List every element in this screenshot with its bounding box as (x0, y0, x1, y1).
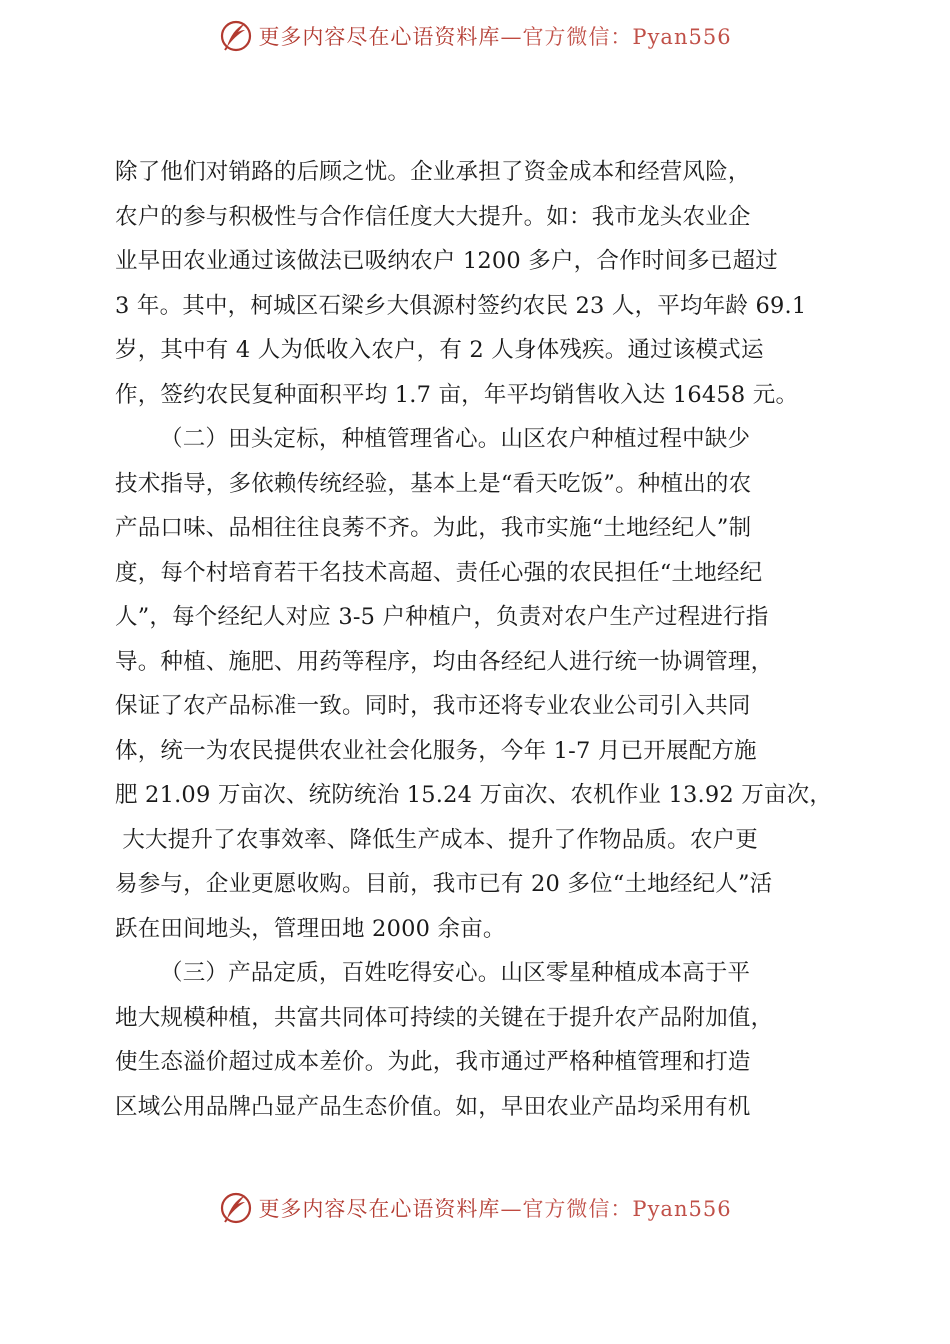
text-line: 岁，其中有 4 人为低收入农户，有 2 人身体残疾。通过该模式运 (115, 337, 764, 363)
text-line: 易参与，企业更愿收购。目前，我市已有 20 多位“土地经纪人”活 (115, 871, 773, 897)
text-line: 除了他们对销路的后顾之忧。企业承担了资金成本和经营风险， (115, 159, 751, 185)
text-line: 地大规模种植，共富共同体可持续的关键在于提升农产品附加值， (115, 1004, 774, 1031)
banner-site: 更多内容尽在心语资料库 (258, 25, 501, 49)
banner-site: 更多内容尽在心语资料库 (258, 1197, 501, 1221)
paragraph (115, 951, 840, 1129)
text-line: 肥 21.09 万亩次、统防统治 15.24 万亩次、农机作业 13.92 万亩次， (115, 782, 833, 808)
text-line: 人”，每个经纪人对应 3-5 户种植户，负责对农户生产过程进行指 (115, 604, 769, 630)
text-line: 产品口味、品相往往良莠不齐。为此，我市实施“土地经纪人”制 (115, 515, 752, 541)
feather-pen-icon (218, 1190, 254, 1226)
text-line: 保证了农产品标准一致。同时，我市还将专业农业公司引入共同 (115, 693, 751, 719)
text-line: 体，统一为农民提供农业社会化服务，今年 1-7 月已开展配方施 (115, 737, 757, 764)
banner-wechat: 官方微信：Pyan556 (522, 25, 732, 49)
text-line: （三）产品定质，百姓吃得安心。山区零星种植成本高于平 (160, 960, 751, 986)
text-line: （二）田头定标，种植管理省心。山区农户种植过程中缺少 (160, 426, 751, 452)
banner-wechat: 官方微信：Pyan556 (522, 1197, 732, 1221)
banner-text (258, 1193, 731, 1223)
footer-banner (0, 1188, 950, 1228)
text-line: 农户的参与积极性与合作信任度大大提升。如：我市龙头农业企 (115, 203, 751, 230)
feather-pen-icon (218, 18, 254, 54)
text-line: 业早田农业通过该做法已吸纳农户 1200 多户，合作时间多已超过 (115, 248, 778, 274)
header-banner (0, 16, 950, 56)
text-line: 使生态溢价超过成本差价。为此，我市通过严格种植管理和打造 (115, 1049, 751, 1075)
paragraph (115, 417, 840, 951)
document-body (115, 150, 840, 1129)
text-line: 大大提升了农事效率、降低生产成本、提升了作物品质。农户更 (115, 826, 758, 853)
banner-separator: — (500, 1197, 523, 1221)
text-line: 区域公用品牌凸显产品生态价值。如，早田农业产品均采用有机 (115, 1093, 751, 1120)
text-line: 度，每个村培育若干名技术高超、责任心强的农民担任“土地经纪 (115, 559, 763, 586)
banner-separator: — (500, 25, 523, 49)
banner-text (258, 21, 731, 51)
text-line: 技术指导，多依赖传统经验，基本上是“看天吃饭”。种植出的农 (115, 470, 752, 497)
text-line: 导。种植、施肥、用药等程序，均由各经纪人进行统一协调管理， (115, 648, 774, 675)
text-line: 3 年。其中，柯城区石梁乡大俱源村签约农民 23 人，平均年龄 69.1 (115, 292, 807, 319)
paragraph (115, 150, 840, 417)
text-line: 作，签约农民复种面积平均 1.7 亩，年平均销售收入达 16458 元。 (115, 381, 799, 408)
text-line: 跃在田间地头，管理田地 2000 余亩。 (115, 915, 506, 942)
